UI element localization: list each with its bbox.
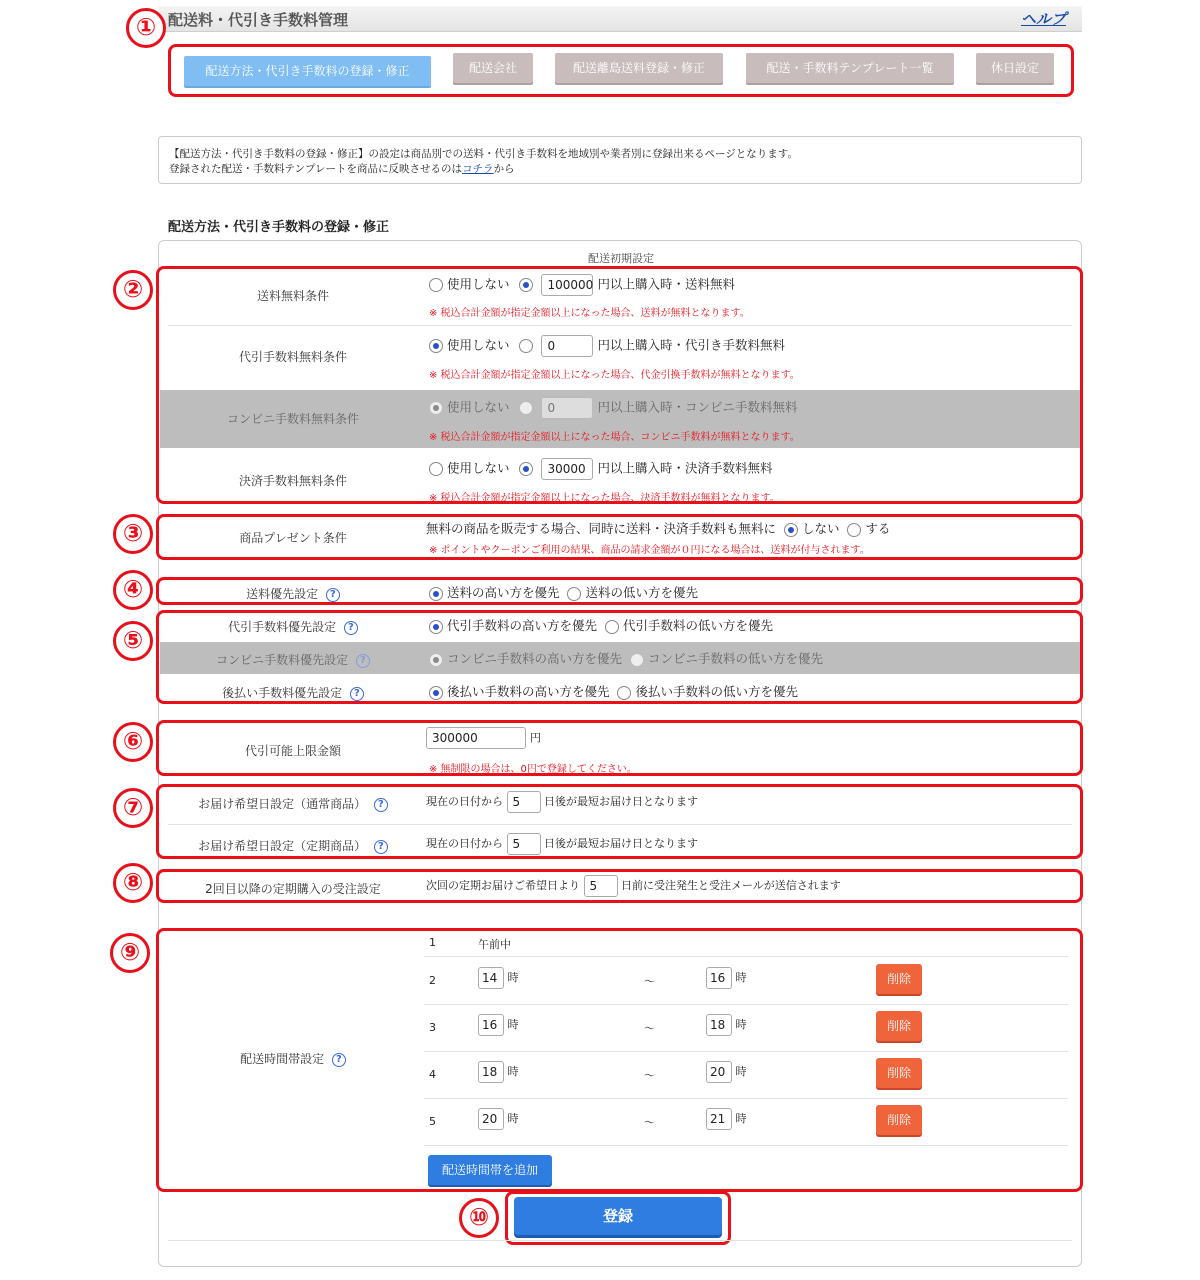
row-divider — [424, 1051, 1068, 1052]
marker-1: ① — [126, 8, 166, 48]
row-divider — [424, 1145, 1068, 1146]
tab-shipping-method[interactable]: 配送方法・代引き手数料の登録・修正 — [184, 56, 431, 86]
help-icon[interactable]: ? — [344, 621, 358, 635]
present-yes-radio[interactable] — [847, 523, 861, 537]
help-icon[interactable]: ? — [326, 588, 340, 602]
delivery-regular-days-input[interactable]: 5 — [507, 833, 541, 855]
time-slots-label-wrap — [153, 1050, 433, 1067]
payment-free-amount-input[interactable]: 30000 — [541, 458, 593, 480]
info-line-2-suffix: から — [493, 163, 515, 175]
present-note: ※ ポイントやクーポンご利用の結果、商品の請求金額が０円になる場合は、送料が付与されます。 — [429, 545, 870, 556]
regular-order-prefix: 次回の定期お届けご希望日より — [426, 879, 580, 892]
slot-to-input[interactable]: 20 — [706, 1061, 732, 1083]
cvs-free-suffix: 円以上購入時・コンビニ手数料無料 — [597, 399, 798, 415]
info-box — [158, 136, 1082, 184]
shipping-priority-label: 送料優先設定 — [246, 587, 319, 601]
panel-heading: 配送初期設定 — [588, 252, 654, 265]
delete-slot-button[interactable]: 削除 — [876, 1011, 922, 1041]
slot-from — [478, 1108, 519, 1130]
help-icon[interactable]: ? — [350, 687, 364, 701]
cvs-low-label: コンビニ手数料の低い方を優先 — [647, 651, 823, 666]
present-no-radio[interactable] — [784, 523, 798, 537]
help-icon[interactable]: ? — [374, 840, 388, 854]
tab-carrier[interactable]: 配送会社 — [453, 53, 533, 83]
hour-unit: 時 — [735, 971, 747, 984]
payment-free-note: ※ 税込合計金額が指定金額以上になった場合、決済手数料が無料となります。 — [429, 493, 780, 504]
free-shipping-note: ※ 税込合計金額が指定金額以上になった場合、送料が無料となります。 — [429, 308, 750, 319]
regular-order-controls — [426, 875, 841, 897]
cod-free-note: ※ 税込合計金額が指定金額以上になった場合、代金引換手数料が無料となります。 — [429, 370, 800, 381]
shipping-low-label: 送料の低い方を優先 — [585, 585, 698, 600]
slot-no: 5 — [429, 1115, 436, 1128]
marker-7: ⑦ — [113, 788, 153, 828]
section-title: 配送方法・代引き手数料の登録・修正 — [168, 220, 390, 235]
shipping-high-radio[interactable] — [429, 587, 443, 601]
free-shipping-suffix: 円以上購入時・送料無料 — [597, 276, 735, 292]
info-line-2-prefix: 登録された配送・手数料テンプレートを商品に反映させるのは — [169, 163, 463, 175]
marker-4: ④ — [113, 570, 153, 610]
row-divider — [424, 1098, 1068, 1099]
tab-island-fees[interactable]: 配送離島送料登録・修正 — [555, 53, 723, 83]
shipping-priority-controls — [429, 583, 698, 601]
slot-text: 午前中 — [478, 938, 511, 951]
deferred-high-label: 後払い手数料の高い方を優先 — [446, 684, 610, 699]
payment-free-suffix: 円以上購入時・決済手数料無料 — [597, 460, 773, 476]
info-line-1: 【配送方法・代引き手数料の登録・修正】の設定は商品別での送料・代引き手数料を地域別や業者別に登録出来るページとなります。 — [169, 148, 798, 160]
help-icon[interactable]: ? — [374, 798, 388, 812]
delivery-regular-controls — [426, 833, 698, 855]
delivery-normal-prefix: 現在の日付から — [426, 795, 503, 808]
slot-to — [706, 967, 747, 989]
slot-to-input[interactable]: 16 — [706, 967, 732, 989]
cvs-free-note: ※ 税込合計金額が指定金額以上になった場合、コンビニ手数料が無料となります。 — [429, 432, 800, 443]
cod-limit-controls — [426, 727, 541, 749]
payment-free-off-label: 使用しない — [446, 460, 510, 476]
hour-unit: 時 — [735, 1018, 747, 1031]
hour-unit: 時 — [735, 1065, 747, 1078]
present-controls — [426, 519, 890, 537]
marker-6: ⑥ — [113, 722, 153, 762]
payment-free-label: 決済手数料無料条件 — [238, 474, 347, 488]
cod-limit-unit: 円 — [529, 731, 541, 745]
tilde: ～ — [644, 1116, 655, 1129]
marker-9: ⑨ — [110, 933, 150, 973]
cod-limit-input[interactable]: 300000 — [426, 727, 526, 749]
hour-unit: 時 — [507, 971, 519, 984]
slot-to — [706, 1061, 747, 1083]
slot-from-input[interactable]: 14 — [478, 967, 504, 989]
delete-slot-button[interactable]: 削除 — [876, 1105, 922, 1135]
cod-free-off-label: 使用しない — [446, 337, 510, 353]
cod-low-label: 代引手数料の低い方を優先 — [622, 618, 773, 633]
page-title: 配送料・代引き手数料管理 — [168, 11, 349, 29]
deferred-low-label: 後払い手数料の低い方を優先 — [635, 684, 798, 699]
shipping-low-radio[interactable] — [567, 587, 581, 601]
delivery-normal-label-wrap — [153, 795, 433, 812]
cvs-free-label: コンビニ手数料無料条件 — [226, 412, 359, 426]
free-shipping-off-label: 使用しない — [446, 276, 510, 292]
free-conditions-highlight — [156, 266, 1083, 504]
info-line-2 — [169, 161, 515, 176]
slot-from — [478, 1014, 519, 1036]
cod-high-label: 代引手数料の高い方を優先 — [446, 618, 597, 633]
slot-to — [706, 1108, 747, 1130]
cvs-high-label: コンビニ手数料の高い方を優先 — [446, 651, 622, 666]
hour-unit: 時 — [507, 1018, 519, 1031]
delivery-regular-label-wrap — [153, 837, 433, 854]
cvs-free-off-label: 使用しない — [446, 399, 510, 415]
cod-limit-label: 代引可能上限金額 — [244, 744, 341, 758]
title-bar — [158, 6, 1082, 32]
delivery-regular-suffix: 日後が最短お届け日となります — [544, 837, 698, 850]
free-shipping-label: 送料無料条件 — [256, 289, 329, 303]
present-label: 商品プレゼント条件 — [239, 531, 347, 545]
fee-priority-highlight — [156, 610, 1083, 704]
slot-from-input[interactable]: 16 — [478, 1014, 504, 1036]
marker-8: ⑧ — [113, 863, 153, 903]
info-link[interactable]: コチラ — [462, 163, 494, 175]
slot-from — [478, 967, 519, 989]
row-divider — [424, 956, 1068, 957]
delivery-normal-controls — [426, 791, 698, 813]
slot-no: 4 — [429, 1068, 436, 1081]
tilde: ～ — [644, 1022, 655, 1035]
slot-no: 2 — [429, 974, 436, 987]
cod-priority-label: 代引手数料優先設定 — [228, 620, 337, 634]
hour-unit: 時 — [507, 1112, 519, 1125]
deferred-priority-label: 後払い手数料優先設定 — [222, 686, 343, 700]
help-icon[interactable]: ? — [332, 1053, 346, 1067]
cod-limit-note: ※ 無制限の場合は、0円で登録してください。 — [429, 764, 637, 775]
regular-order-days-input[interactable]: 5 — [584, 875, 618, 897]
present-yes-label: する — [865, 521, 891, 536]
submit-button[interactable]: 登録 — [514, 1197, 722, 1235]
delete-slot-button[interactable]: 削除 — [876, 964, 922, 994]
delivery-regular-label: お届け希望日設定（定期商品） — [198, 839, 367, 853]
delivery-normal-suffix: 日後が最短お届け日となります — [544, 795, 698, 808]
delivery-normal-days-input[interactable]: 5 — [507, 791, 541, 813]
shipping-high-label: 送料の高い方を優先 — [446, 585, 560, 600]
marker-3: ③ — [113, 514, 153, 554]
regular-order-suffix: 日前に受注発生と受注メールが送信されます — [621, 879, 841, 892]
tilde: ～ — [644, 975, 655, 988]
row-divider — [168, 824, 1072, 825]
tab-holiday[interactable]: 休日設定 — [976, 53, 1054, 83]
present-no-label: しない — [801, 521, 840, 536]
hour-unit: 時 — [507, 1065, 519, 1078]
slot-from-input[interactable]: 20 — [478, 1108, 504, 1130]
row-divider — [168, 1240, 1072, 1241]
slot-to-input[interactable]: 21 — [706, 1108, 732, 1130]
time-slots-label: 配送時間帯設定 — [240, 1052, 325, 1066]
slot-to — [706, 1014, 747, 1036]
slot-to-input[interactable]: 18 — [706, 1014, 732, 1036]
cvs-priority-label: コンビニ手数料優先設定 — [216, 653, 349, 667]
present-text: 無料の商品を販売する場合、同時に送料・決済手数料も無料に — [426, 521, 777, 536]
marker-10: ⑩ — [459, 1198, 499, 1238]
cod-free-suffix: 円以上購入時・代引き手数料無料 — [597, 337, 785, 353]
cod-free-amount-input[interactable]: 0 — [541, 335, 593, 357]
slot-from — [478, 1061, 519, 1083]
regular-order-label: 2回目以降の定期購入の受注設定 — [205, 882, 381, 896]
delete-slot-button[interactable]: 削除 — [876, 1058, 922, 1088]
marker-5: ⑤ — [113, 621, 153, 661]
slot-from-input[interactable]: 18 — [478, 1061, 504, 1083]
slot-no: 3 — [429, 1021, 436, 1034]
tab-template-list[interactable]: 配送・手数料テンプレート一覧 — [746, 53, 954, 83]
tilde: ～ — [644, 1069, 655, 1082]
cod-free-label: 代引手数料無料条件 — [238, 350, 347, 364]
cvs-free-amount-input: 0 — [541, 397, 593, 419]
hour-unit: 時 — [735, 1112, 747, 1125]
slot-no: 1 — [429, 936, 436, 949]
help-icon: ? — [356, 654, 370, 668]
shipping-priority-label-wrap — [153, 585, 433, 602]
help-link[interactable]: ヘルプ — [1020, 10, 1066, 28]
row-divider — [424, 1004, 1068, 1005]
delivery-normal-label: お届け希望日設定（通常商品） — [198, 797, 367, 811]
add-time-slot-button[interactable]: 配送時間帯を追加 — [428, 1155, 552, 1185]
delivery-regular-prefix: 現在の日付から — [426, 837, 503, 850]
free-shipping-amount-input[interactable]: 100000 — [541, 274, 593, 296]
marker-2: ② — [113, 270, 153, 310]
